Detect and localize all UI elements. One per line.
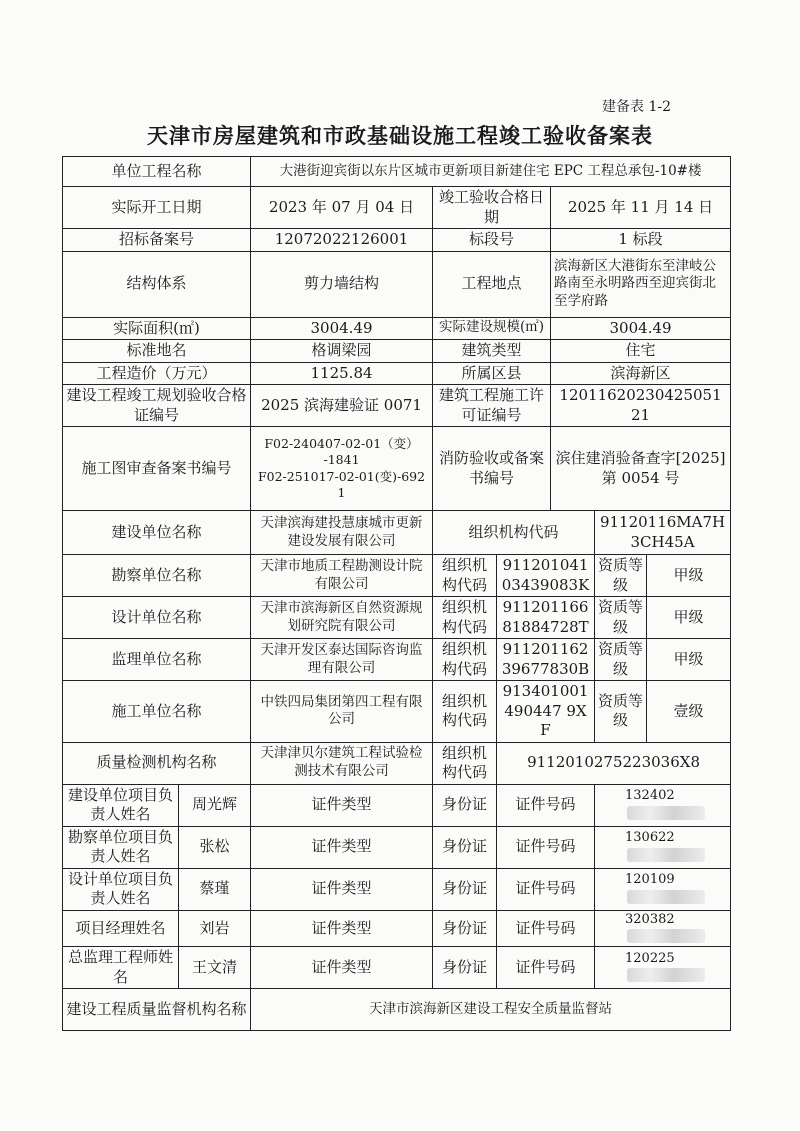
unit-grade-label: 资质等级 xyxy=(595,639,647,681)
place-name-label: 标准地名 xyxy=(63,340,251,363)
unit-code: 91120116681884728T xyxy=(497,597,595,639)
unit-code-label: 组织机构代码 xyxy=(433,639,497,681)
unit-label: 设计单位名称 xyxy=(63,597,251,639)
row-person xyxy=(63,784,731,826)
row-unit xyxy=(63,681,731,743)
district-value: 滨海新区 xyxy=(551,362,731,385)
drawing-review-line2: -1841 xyxy=(323,452,360,468)
person-role: 总监理工程师姓名 xyxy=(63,947,179,989)
section-value: 1 标段 xyxy=(551,229,731,252)
row-testing xyxy=(63,742,731,784)
person-name: 周光辉 xyxy=(179,784,251,826)
person-id-no xyxy=(595,868,731,910)
person-id-prefix: 130622 xyxy=(625,830,675,846)
person-id-no-label: 证件号码 xyxy=(497,947,595,989)
unit-grade-label: 资质等级 xyxy=(595,681,647,743)
row-unit xyxy=(63,597,731,639)
testing-code: 9112010275223036X8 xyxy=(497,742,731,784)
row-structure xyxy=(63,251,731,317)
builder-code: 91120116MA7H3CH45A xyxy=(595,511,731,555)
location-label: 工程地点 xyxy=(433,251,551,317)
unit-label: 施工单位名称 xyxy=(63,681,251,743)
permit-value: 12011620230425051 21 xyxy=(551,385,731,427)
record-table xyxy=(62,156,731,1031)
row-person xyxy=(63,947,731,989)
redaction-mask xyxy=(627,929,705,943)
building-type-value: 住宅 xyxy=(551,340,731,363)
person-id-prefix: 132402 xyxy=(625,788,675,804)
unit-name: 天津开发区泰达国际咨询监理有限公司 xyxy=(251,639,433,681)
area-value: 3004.49 xyxy=(251,317,433,340)
structure-label: 结构体系 xyxy=(63,251,251,317)
unit-name: 中铁四局集团第四工程有限公司 xyxy=(251,681,433,743)
unit-label: 勘察单位名称 xyxy=(63,555,251,597)
person-id-type: 身份证 xyxy=(433,910,497,947)
person-id-no xyxy=(595,784,731,826)
builder-name: 天津滨海建投慧康城市更新建设发展有限公司 xyxy=(251,511,433,555)
person-id-type-label: 证件类型 xyxy=(251,784,433,826)
supervision-value: 天津市滨海新区建设工程安全质量监督站 xyxy=(251,989,731,1031)
acceptance-date-label: 竣工验收合格日期 xyxy=(433,187,551,229)
person-name: 刘岩 xyxy=(179,910,251,947)
row-place xyxy=(63,340,731,363)
start-date-value: 2023 年 07 月 04 日 xyxy=(251,187,433,229)
tender-no-label: 招标备案号 xyxy=(63,229,251,252)
person-name: 王文清 xyxy=(179,947,251,989)
row-tender xyxy=(63,229,731,252)
row-cost xyxy=(63,362,731,385)
unit-code-label: 组织机构代码 xyxy=(433,597,497,639)
fire-label: 消防验收或备案书编号 xyxy=(433,427,551,511)
fire-value: 滨住建消验备查字[2025]第 0054 号 xyxy=(551,427,731,511)
row-unit xyxy=(63,639,731,681)
row-certificates xyxy=(63,385,731,427)
person-id-type-label: 证件类型 xyxy=(251,947,433,989)
unit-grade: 壹级 xyxy=(647,681,731,743)
acceptance-date-value: 2025 年 11 月 14 日 xyxy=(551,187,731,229)
person-id-type-label: 证件类型 xyxy=(251,868,433,910)
person-id-type: 身份证 xyxy=(433,947,497,989)
drawing-review-value xyxy=(251,427,433,511)
unit-label: 监理单位名称 xyxy=(63,639,251,681)
testing-name: 天津津贝尔建筑工程试验检测技术有限公司 xyxy=(251,742,433,784)
row-builder xyxy=(63,511,731,555)
row-area xyxy=(63,317,731,340)
section-label: 标段号 xyxy=(433,229,551,252)
redaction-mask xyxy=(627,848,705,862)
project-name-label: 单位工程名称 xyxy=(63,157,251,187)
person-role: 建设单位项目负责人姓名 xyxy=(63,784,179,826)
person-id-no-label: 证件号码 xyxy=(497,868,595,910)
person-role: 项目经理姓名 xyxy=(63,910,179,947)
row-project-name xyxy=(63,157,731,187)
testing-label: 质量检测机构名称 xyxy=(63,742,251,784)
unit-name: 天津市滨海新区自然资源规划研究院有限公司 xyxy=(251,597,433,639)
unit-code-label: 组织机构代码 xyxy=(433,681,497,743)
drawing-review-line1: F02-240407-02-01（变） xyxy=(264,436,419,451)
tender-no-value: 12072022126001 xyxy=(251,229,433,252)
unit-grade: 甲级 xyxy=(647,597,731,639)
unit-name: 天津市地质工程勘测设计院有限公司 xyxy=(251,555,433,597)
redaction-mask xyxy=(627,806,705,820)
row-dates xyxy=(63,187,731,229)
row-person xyxy=(63,868,731,910)
area-label: 实际面积(㎡) xyxy=(63,317,251,340)
planning-cert-label: 建设工程竣工规划验收合格证编号 xyxy=(63,385,251,427)
cost-value: 1125.84 xyxy=(251,362,433,385)
person-role: 勘察单位项目负责人姓名 xyxy=(63,826,179,868)
cost-label: 工程造价（万元） xyxy=(63,362,251,385)
builder-label: 建设单位名称 xyxy=(63,511,251,555)
page-title: 天津市房屋建筑和市政基础设施工程竣工验收备案表 xyxy=(147,124,653,148)
person-id-type-label: 证件类型 xyxy=(251,826,433,868)
drawing-review-line3: F02-251017-02-01(变)-692 xyxy=(257,468,426,484)
person-name: 张松 xyxy=(179,826,251,868)
redaction-mask xyxy=(627,968,705,982)
district-label: 所属区县 xyxy=(433,362,551,385)
testing-code-label: 组织机构代码 xyxy=(433,742,497,784)
person-id-no-label: 证件号码 xyxy=(497,910,595,947)
scale-label: 实际建设规模(㎡) xyxy=(433,317,551,340)
builder-code-label: 组织机构代码 xyxy=(433,511,595,555)
planning-cert-value: 2025 滨海建验证 0071 xyxy=(251,385,433,427)
unit-grade: 甲级 xyxy=(647,639,731,681)
row-unit xyxy=(63,555,731,597)
unit-code: 913401001490447 9XF xyxy=(497,681,595,743)
unit-code: 91120104103439083K xyxy=(497,555,595,597)
person-id-no xyxy=(595,910,731,947)
drawing-review-label: 施工图审查备案书编号 xyxy=(63,427,251,511)
person-id-prefix: 120109 xyxy=(625,872,675,888)
row-person xyxy=(63,826,731,868)
person-name: 蔡瑾 xyxy=(179,868,251,910)
row-person xyxy=(63,910,731,947)
person-id-type: 身份证 xyxy=(433,784,497,826)
person-id-type-label: 证件类型 xyxy=(251,910,433,947)
person-id-no xyxy=(595,826,731,868)
form-number: 建备表 1-2 xyxy=(602,99,671,115)
redaction-mask xyxy=(627,890,705,904)
unit-code-label: 组织机构代码 xyxy=(433,555,497,597)
person-id-no-label: 证件号码 xyxy=(497,826,595,868)
structure-value: 剪力墙结构 xyxy=(251,251,433,317)
row-drawing-review xyxy=(63,427,731,511)
unit-grade-label: 资质等级 xyxy=(595,597,647,639)
person-id-prefix: 120225 xyxy=(625,950,675,966)
project-name-value: 大港街迎宾街以东片区城市更新项目新建住宅 EPC 工程总承包-10#楼 xyxy=(251,157,731,187)
person-id-type: 身份证 xyxy=(433,826,497,868)
drawing-review-line4: 1 xyxy=(337,484,346,500)
unit-code: 91120116239677830B xyxy=(497,639,595,681)
scale-value: 3004.49 xyxy=(551,317,731,340)
person-id-no-label: 证件号码 xyxy=(497,784,595,826)
place-name-value: 格调梁园 xyxy=(251,340,433,363)
person-id-no xyxy=(595,947,731,989)
unit-grade-label: 资质等级 xyxy=(595,555,647,597)
start-date-label: 实际开工日期 xyxy=(63,187,251,229)
unit-grade: 甲级 xyxy=(647,555,731,597)
person-id-prefix: 320382 xyxy=(625,911,675,927)
supervision-label: 建设工程质量监督机构名称 xyxy=(63,989,251,1031)
person-role: 设计单位项目负责人姓名 xyxy=(63,868,179,910)
row-supervision xyxy=(63,989,731,1031)
building-type-label: 建筑类型 xyxy=(433,340,551,363)
person-id-type: 身份证 xyxy=(433,868,497,910)
permit-label: 建筑工程施工许可证编号 xyxy=(433,385,551,427)
location-value: 滨海新区大港街东至津岐公路南至永明路西至迎宾街北至学府路 xyxy=(551,251,731,317)
